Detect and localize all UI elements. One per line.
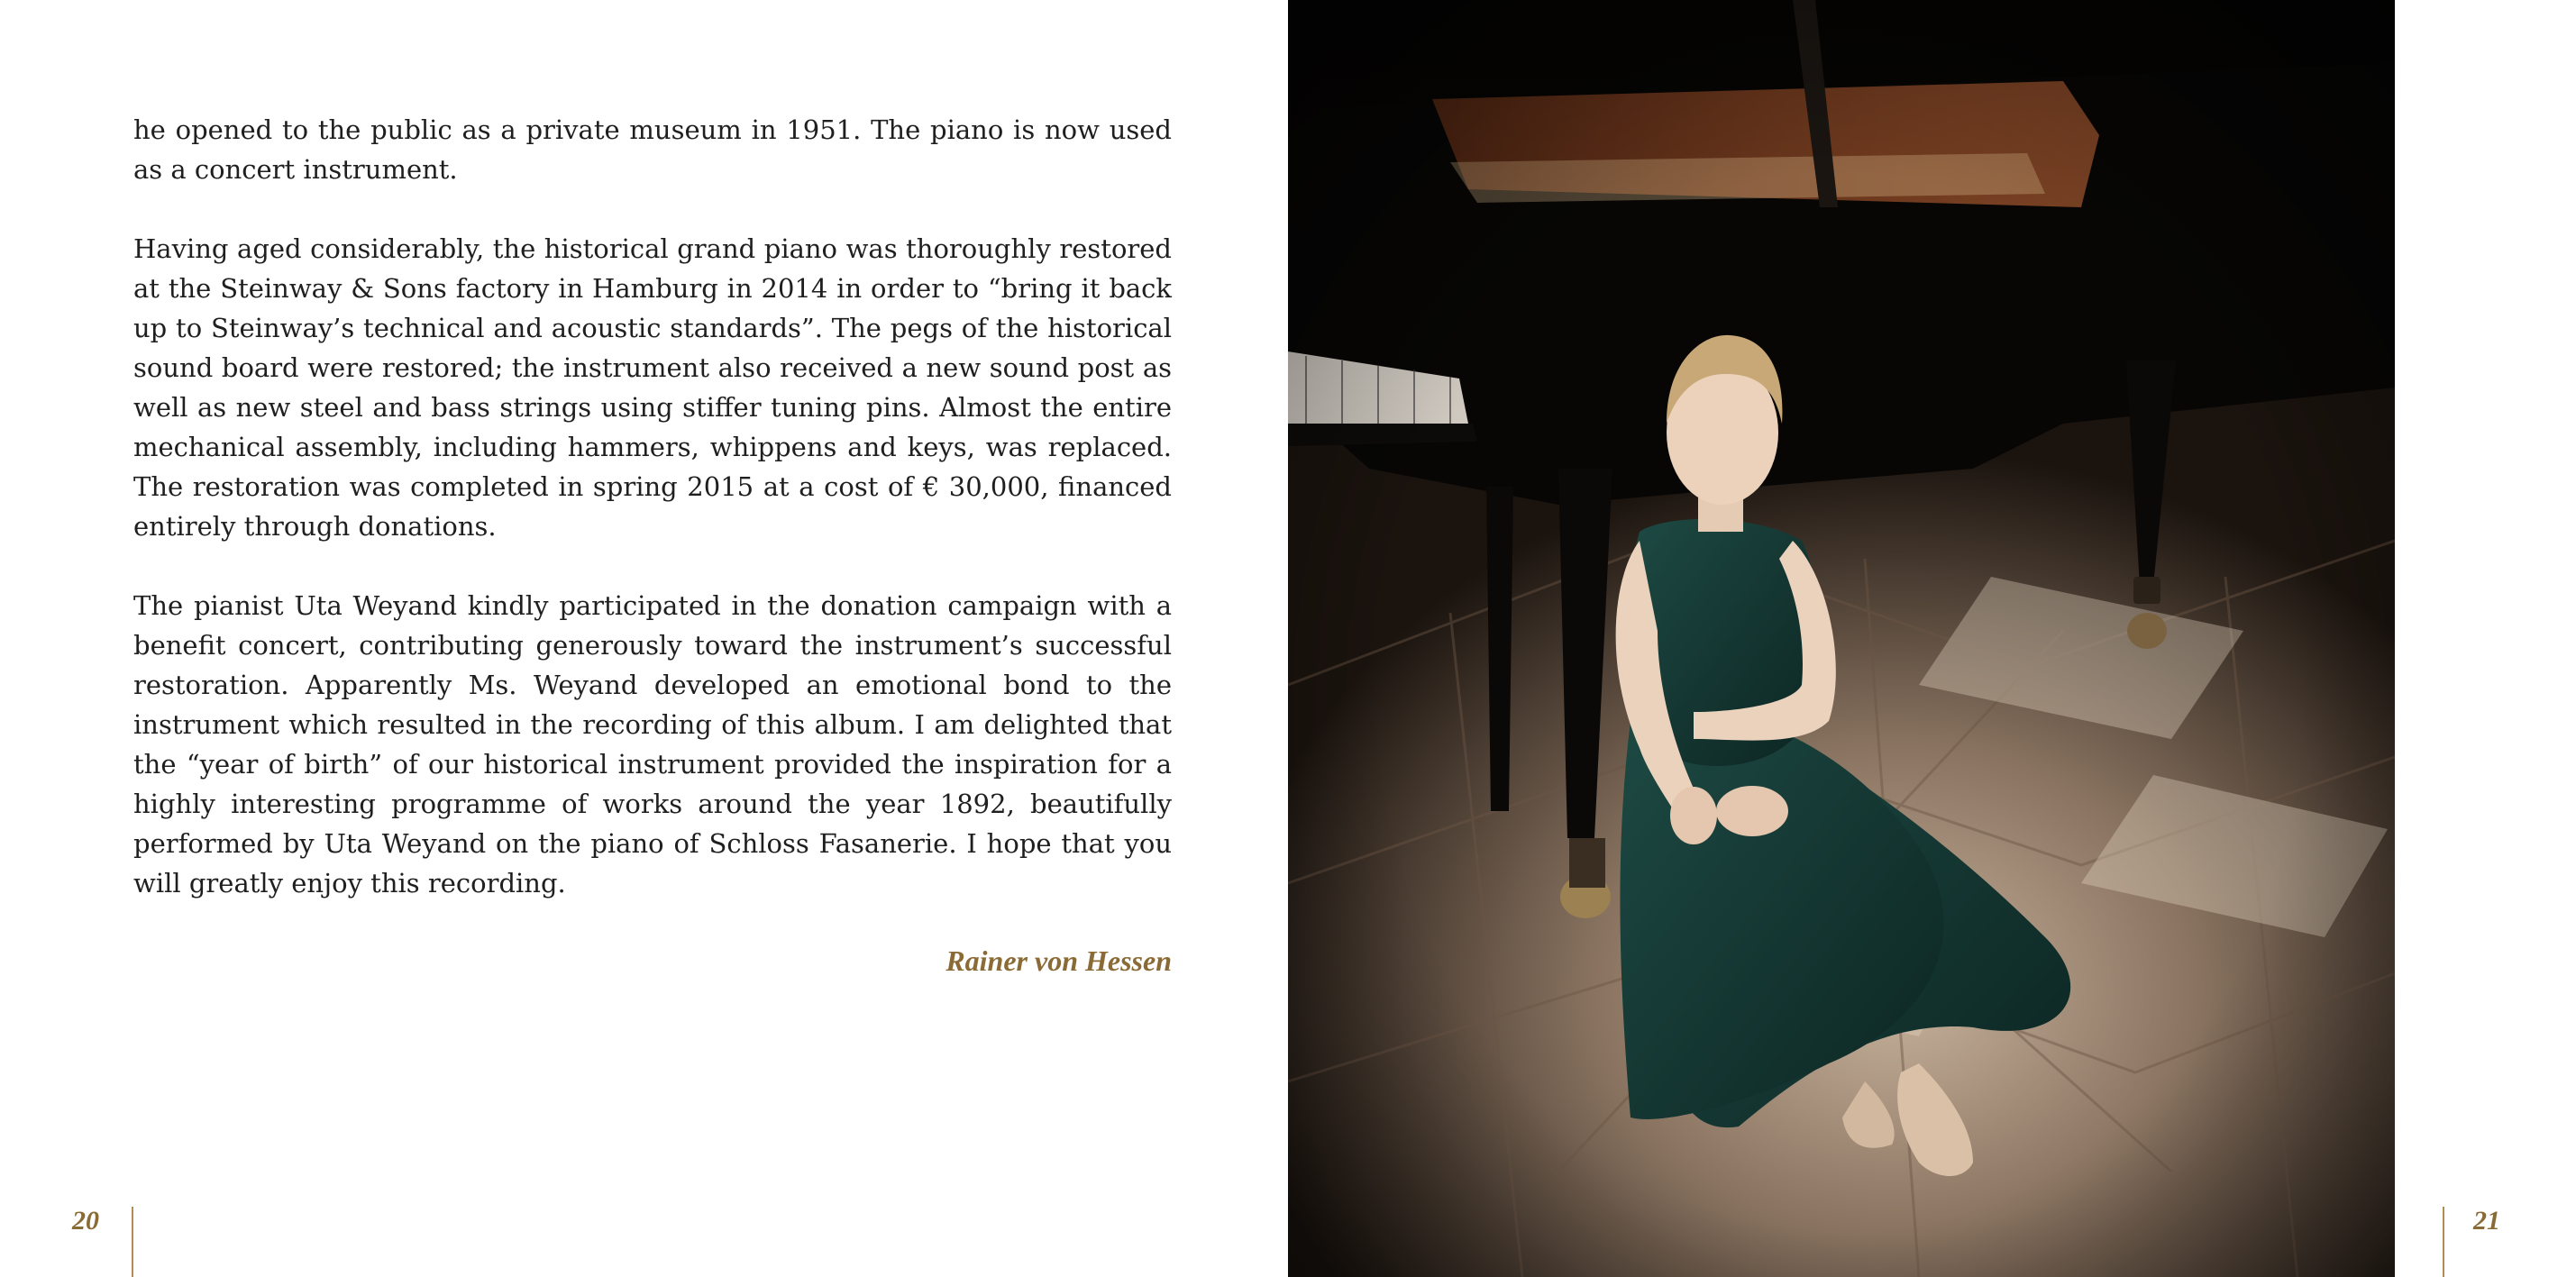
left-page-text: [133, 110, 1172, 981]
paragraph-1: he opened to the public as a private museum in 1951. The piano is now used as a concert instrument.: [133, 114, 1172, 185]
page-rule-left: [132, 1207, 133, 1277]
page-number-left: 20: [72, 1206, 99, 1236]
paragraph-2: Having aged considerably, the historical grand piano was thoroughly restored at the Steinway & Sons factory in Hamburg in 2014 in order to “bring it back up to Steinway’s technical and acoustic standards”. The pegs of the historical sound board were restored; the instrument also received a new sound post as well as new steel and bass strings using stiffer tuning pins. Almost the entire mechanical assembly, including hammers, whippens and keys, was replaced. The restoration was completed in spring 2015 at a cost of € 30,000, financed entirely through donations.: [133, 233, 1172, 542]
paragraph-3: The pianist Uta Weyand kindly participated in the donation campaign with a benefit concert, contributing generously toward the instrument’s successful restoration. Apparently Ms. Weyand developed an emotional bond to the instrument which resulted in the recording of this album. I am delighted that the “year of birth” of our historical instrument provided the inspiration for a highly interesting programme of works around the year 1892, beautifully performed by Uta Weyand on the piano of Schloss Fasanerie. I hope that you will greatly enjoy this recording.: [133, 590, 1172, 898]
signature: Rainer von Hessen: [945, 944, 1172, 977]
pianist-photo: [1288, 0, 2395, 1277]
page-rule-right: [2443, 1207, 2444, 1277]
page-number-right: 21: [2473, 1206, 2500, 1236]
